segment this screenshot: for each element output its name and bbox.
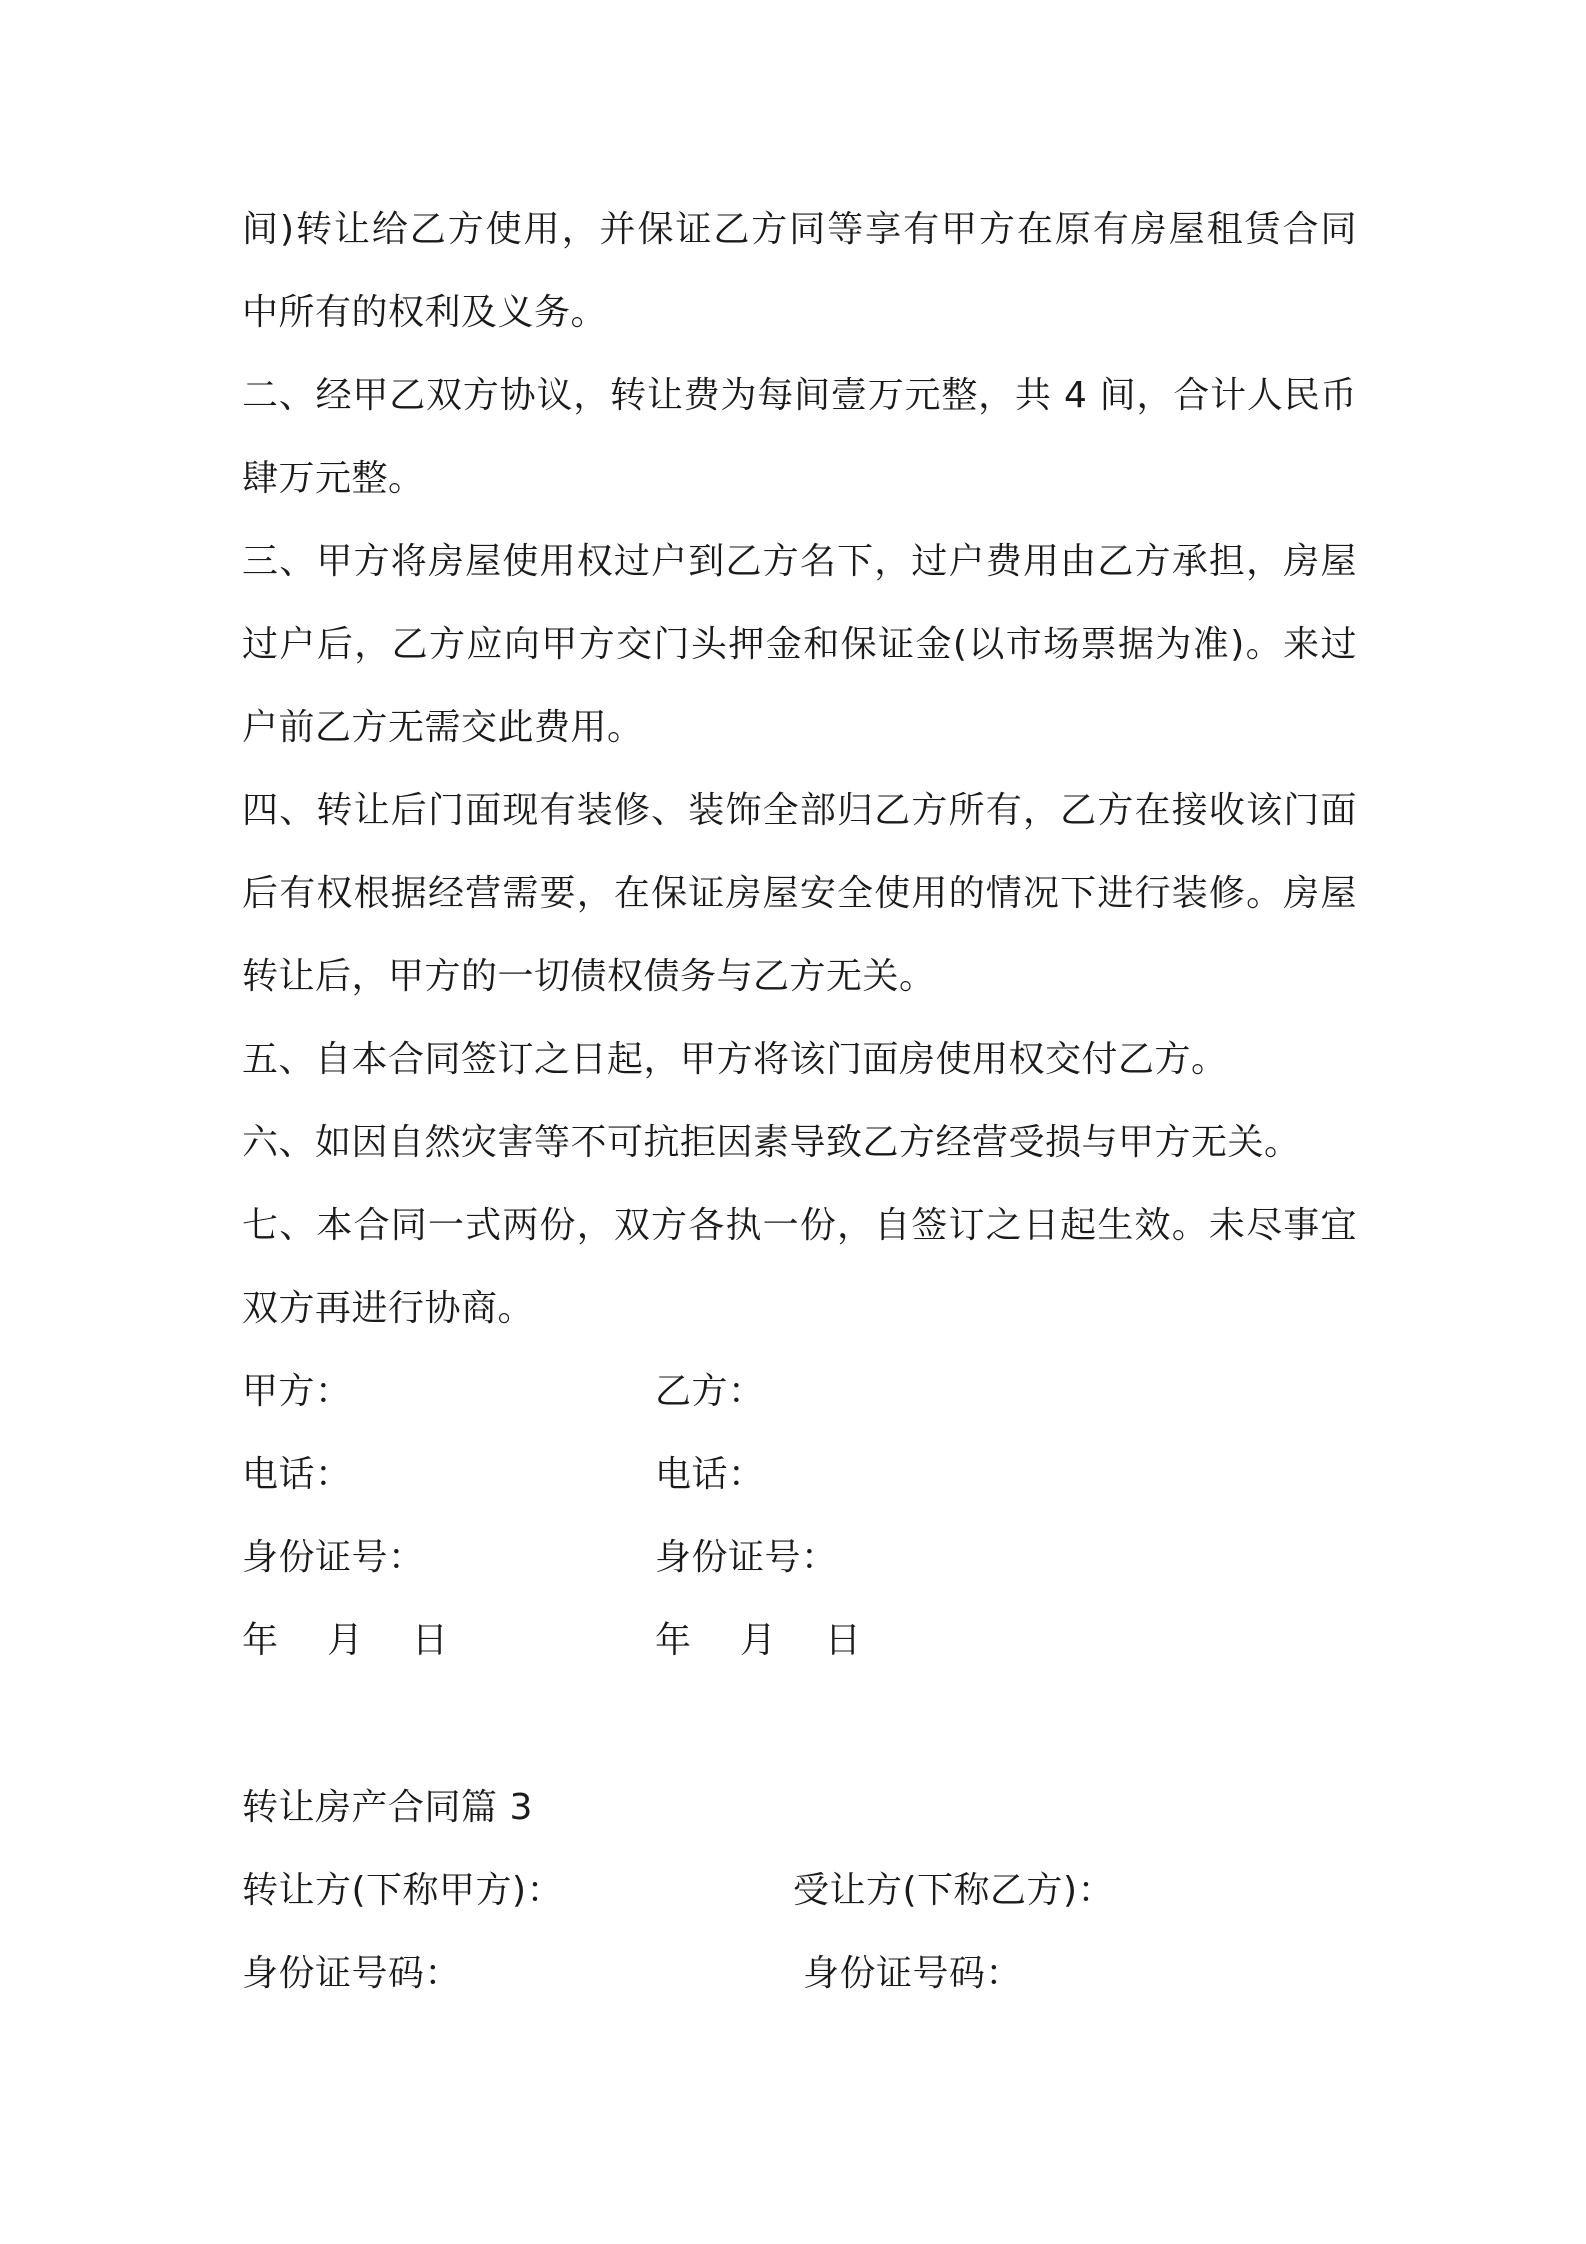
body-line-6: 过户后，乙方应向甲方交门头押金和保证金(以市场票据为准)。来过 — [242, 624, 1357, 665]
section-title: 转让房产合同篇 3 — [242, 1787, 533, 1828]
body-line-1: 间)转让给乙方使用，并保证乙方同等享有甲方在原有房屋租赁合同 — [242, 209, 1357, 250]
body-line-12: 六、如因自然灾害等不可抗拒因素导致乙方经营受损与甲方无关。 — [242, 1122, 1301, 1163]
body-line-7: 户前乙方无需交此费用。 — [242, 707, 644, 748]
party-a-label: 甲方： — [242, 1371, 352, 1412]
transferee-id-label: 身份证号码： — [803, 1953, 1023, 1994]
body-line-2: 中所有的权利及义务。 — [242, 292, 608, 333]
date-b-label: 年 月 日 — [655, 1620, 862, 1661]
body-line-9: 后有权根据经营需要，在保证房屋安全使用的情况下进行装修。房屋 — [242, 873, 1357, 914]
body-line-10: 转让后，甲方的一切债权债务与乙方无关。 — [242, 956, 936, 997]
body-line-14: 双方再进行协商。 — [242, 1288, 535, 1329]
body-line-3: 二、经甲乙双方协议，转让费为每间壹万元整，共 4 间，合计人民币 — [242, 375, 1357, 416]
transferor-label: 转让方(下称甲方)： — [242, 1870, 564, 1911]
id-b-label: 身份证号： — [655, 1537, 838, 1578]
body-line-4: 肆万元整。 — [242, 458, 425, 499]
phone-a-label: 电话： — [242, 1454, 352, 1495]
body-line-8: 四、转让后门面现有装修、装饰全部归乙方所有，乙方在接收该门面 — [242, 790, 1357, 831]
phone-b-label: 电话： — [655, 1454, 765, 1495]
id-a-label: 身份证号： — [242, 1537, 425, 1578]
party-b-label: 乙方： — [655, 1371, 765, 1412]
body-line-5: 三、甲方将房屋使用权过户到乙方名下，过户费用由乙方承担，房屋 — [242, 541, 1357, 582]
transferor-id-label: 身份证号码： — [242, 1953, 462, 1994]
body-line-11: 五、自本合同签订之日起，甲方将该门面房使用权交付乙方。 — [242, 1039, 1228, 1080]
date-a-label: 年 月 日 — [242, 1620, 449, 1661]
body-line-13: 七、本合同一式两份，双方各执一份，自签订之日起生效。未尽事宜 — [242, 1205, 1357, 1246]
transferee-label: 受让方(下称乙方)： — [793, 1870, 1115, 1911]
